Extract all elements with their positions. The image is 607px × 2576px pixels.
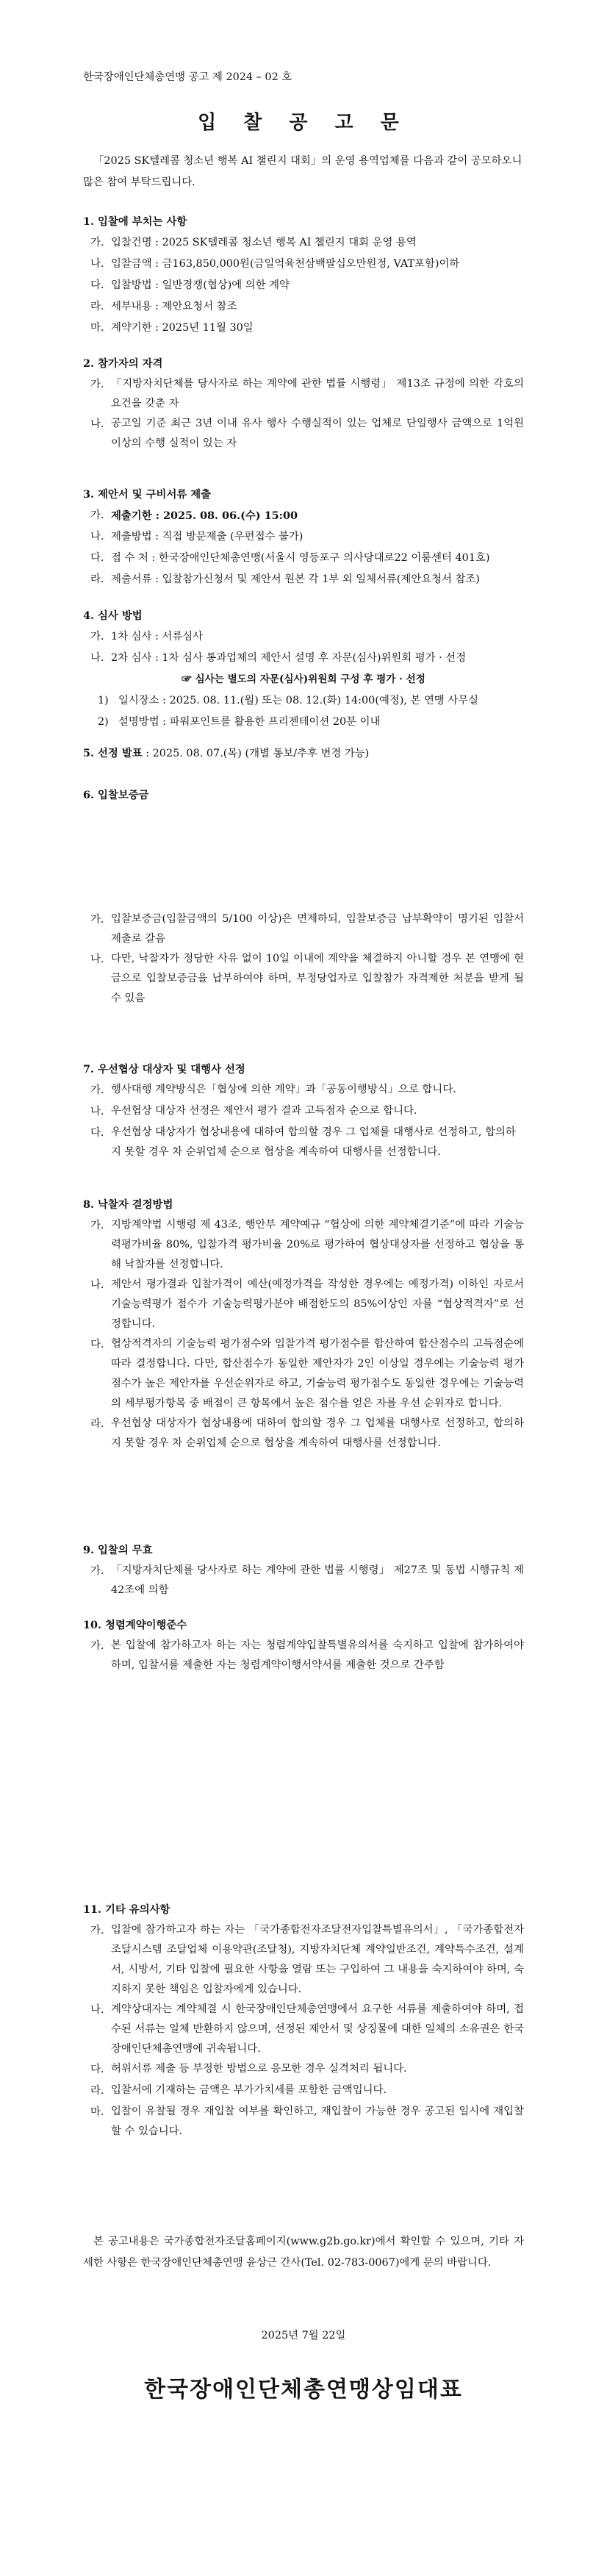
item-text: 협상적격자의 기술능력 평가점수와 입찰가격 평가점수를 합산하여 합산점수의 고득점순에 따라 결정합니다. 다만, 합산점수가 동일한 제안자가 2인 이상일 경우에는 기술능력 평가점수가 높은 제안자를 우선순위자로 하고, 기술능력 평가점수도 동일한 경우에는 기술능력의 세부평가항목 중 배점이 큰 항목에서 높은 점수를 얻은 자를 우선 순위자로 합니다. bbox=[111, 1338, 524, 1409]
item-text: 제출방법 : 직접 방문제출 (우편접수 불가) bbox=[111, 531, 304, 543]
item-text: 제안서 평가결과 입찰가격이 예산(예정가격을 작성한 경우에는 예정가격) 이하인 자로서 기술능력평가 점수가 기술능력평가분야 배점한도의 85%이상인 자를 “협상적격자”로 선정합니다. bbox=[111, 1278, 524, 1330]
item-text: 제출기한 : 2025. 08. 06.(수) 15:00 bbox=[111, 509, 298, 522]
item-text: 입찰이 유찰될 경우 재입찰 여부를 확인하고, 재입찰이 가능한 경우 공고된 일시에 재입찰 할 수 있습니다. bbox=[111, 2105, 524, 2137]
item-text: 다만, 낙찰자가 정당한 사유 없이 10일 이내에 계약을 체결하지 아니할 경우 본 연맹에 현금으로 입찰보증금을 납부하여야 하며, 부정당업자로 입찰참가 자격제한 처분을 받게 될 수 있음 bbox=[111, 953, 524, 1004]
item-text: 제출서류 : 입찰참가신청서 및 제안서 원본 각 1부 외 일체서류(제안요청서 참조) bbox=[111, 573, 480, 585]
item-label: 라. bbox=[90, 301, 104, 312]
item-label: 다. bbox=[90, 279, 104, 291]
item-text: 우선협상 대상자가 협상내용에 대하여 합의할 경우 그 업체를 대행사로 선정하고, 합의하지 못할 경우 차 순위업체 순으로 협상을 계속하여 대행사를 선정합니다. bbox=[111, 1126, 516, 1158]
item-label: 가. bbox=[90, 1220, 104, 1231]
page-title: 입 찰 공 고 문 bbox=[198, 112, 409, 134]
section-review bbox=[83, 605, 524, 733]
sub-text: 일시장소 : 2025. 08. 11.(월) 또는 08. 12.(화) 14:00(예정), 본 연맹 사무실 bbox=[118, 695, 479, 706]
item-label: 마. bbox=[90, 2106, 104, 2118]
section-award-method bbox=[83, 1194, 524, 1453]
item-text: 입찰방법 : 일반경쟁(협상)에 의한 계약 bbox=[111, 279, 290, 291]
item-text: 세부내용 : 제안요청서 참조 bbox=[111, 301, 237, 312]
item-label: 가. bbox=[90, 631, 104, 643]
item-label: 나. bbox=[90, 1279, 104, 1291]
item-text: 입찰에 참가하고자 하는 자는 「국가종합전자조달전자입찰특별유의서」, 「국가종합전자조달시스템 조달업체 이용약관(조달청), 지방자치단체 계약일반조건, 계약특수조건, 설계서, 시방서, 기타 입찰에 필요한 사항을 열람 또는 구입하여 그 내용을 숙지하여야 하며, 숙지하지 못한 책임은 입찰자에게 있습니다. bbox=[111, 1924, 524, 1995]
closing-paragraph: 본 공고내용은 국가종합전자조달홈페이지(www.g2b.go.kr)에서 확인할 수 있으며, 기타 자세한 사항은 한국장애인단체총연맹 윤상근 간사(Tel. 02-783-0067)에게 문의 바랍니다. bbox=[83, 2236, 524, 2269]
section-announcement bbox=[83, 743, 524, 764]
item-label: 다. bbox=[90, 2064, 104, 2075]
section-heading: 3. 제안서 및 구비서류 제출 bbox=[83, 488, 212, 501]
intro-paragraph: 「2025 SK텔레콤 청소년 행복 AI 챌린지 대회」의 운영 용역업체를 다음과 같이 공모하오니 많은 참여 부탁드립니다. bbox=[83, 155, 522, 188]
section-heading: 11. 기타 유의사항 bbox=[83, 1903, 170, 1916]
review-note: ☞ 심사는 별도의 자문(심사)위원회 구성 후 평가 · 선정 bbox=[182, 673, 425, 685]
section-submission bbox=[83, 484, 524, 590]
item-text: 입찰서에 기재하는 금액은 부가가치세를 포함한 금액입니다. bbox=[111, 2084, 387, 2096]
item-text: 계약기한 : 2025년 11월 30일 bbox=[111, 322, 254, 334]
section-heading: 9. 입찰의 무효 bbox=[83, 1544, 153, 1556]
section-eligibility bbox=[83, 353, 524, 454]
section-heading: 4. 심사 방법 bbox=[83, 609, 143, 622]
item-label: 나. bbox=[90, 258, 104, 270]
item-label: 가. bbox=[90, 914, 104, 926]
item-label: 라. bbox=[90, 573, 104, 585]
item-text: 본 입찰에 참가하고자 하는 자는 청렴계약입찰특별유의서를 숙지하고 입찰에 참가하여야 하며, 입찰서를 제출한 자는 청렴계약이행서약서를 제출한 것으로 간주함 bbox=[111, 1639, 524, 1671]
item-text: 우선협상 대상자 선정은 제안서 평가 결과 고득점자 순으로 합니다. bbox=[111, 1105, 417, 1117]
item-label: 나. bbox=[90, 1106, 104, 1117]
section-heading: 7. 우선협상 대상자 및 대행사 선정 bbox=[83, 1063, 245, 1076]
item-text: 「지방자치단체를 당사자로 하는 계약에 관한 법률 시행령」 제13조 규정에 의한 각호의 요건을 갖춘 자 bbox=[111, 378, 524, 409]
section-bid-bond-items bbox=[83, 909, 524, 1009]
section-bid-bond bbox=[83, 784, 524, 806]
item-label: 다. bbox=[90, 1339, 104, 1350]
section-invalid-bids bbox=[83, 1539, 524, 1600]
item-label: 가. bbox=[90, 1640, 104, 1652]
item-label: 나. bbox=[90, 2004, 104, 2016]
item-text: 「지방자치단체를 당사자로 하는 계약에 관한 법률 시행령」 제27조 및 동법 시행규칙 제42조에 의함 bbox=[111, 1564, 524, 1596]
section-heading: 8. 낙찰자 결정방법 bbox=[83, 1198, 173, 1211]
section-bid-items bbox=[83, 211, 524, 339]
item-text: 공고일 기준 최근 3년 이내 유사 행사 수행실적이 있는 업체로 단일행사 금액으로 1억원 이상의 수행 실적이 있는 자 bbox=[111, 418, 524, 449]
section-priority-negotiation bbox=[83, 1059, 524, 1162]
document-number: 한국장애인단체총연맹 공고 제 2024 – 02 호 bbox=[83, 71, 292, 83]
item-text: 입찰금액 : 금163,850,000원(금일억육천삼백팔십오만원정, VAT포함)이하 bbox=[111, 258, 460, 270]
item-label: 다. bbox=[90, 552, 104, 564]
item-text: 지방계약법 시행령 제 43조, 행안부 계약예규 “협상에 의한 계약체결기준”에 따라 기술능력평가비율 80%, 입찰가격 평가비율 20%로 평가하여 협상대상자를 선정하고 협상을 통해 낙찰자를 선정합니다. bbox=[111, 1219, 524, 1270]
item-text: 1차 심사 : 서류심사 bbox=[111, 631, 204, 643]
item-label: 다. bbox=[90, 1127, 104, 1139]
item-text: 2차 심사 : 1차 심사 통과업체의 제안서 설명 후 자문(심사)위원회 평가 · 선정 bbox=[111, 652, 467, 664]
item-text: 계약상대자는 계약체결 시 한국장애인단체총연맹에서 요구한 서류를 제출하여야 하며, 접수된 서류는 일체 반환하지 않으며, 선정된 제안서 및 상징물에 대한 일체의 소유권은 한국장애인단체총연맹에 귀속됩니다. bbox=[111, 2003, 524, 2055]
announcement-date: : 2025. 08. 07.(목) (개별 통보/추후 변경 가능) bbox=[142, 748, 370, 759]
item-text: 입찰건명 : 2025 SK텔레콤 청소년 행복 AI 챌린지 대회 운영 용역 bbox=[111, 237, 417, 248]
section-other-notes bbox=[83, 1899, 524, 2142]
item-label: 나. bbox=[90, 954, 104, 965]
section-heading: 2. 참가자의 자격 bbox=[83, 357, 163, 370]
item-label: 가. bbox=[90, 1084, 104, 1096]
section-heading: 5. 선정 발표 bbox=[83, 747, 143, 759]
sub-label: 1) bbox=[98, 695, 109, 706]
notice-date: 2025년 7월 22일 bbox=[261, 2330, 346, 2341]
sub-label: 2) bbox=[98, 716, 109, 728]
item-label: 나. bbox=[90, 531, 104, 543]
sub-text: 설명방법 : 파워포인트를 활용한 프리젠테이션 20분 이내 bbox=[118, 716, 381, 728]
item-label: 나. bbox=[90, 652, 104, 664]
item-label: 라. bbox=[90, 1418, 104, 1430]
item-text: 허위서류 제출 등 부정한 방법으로 응모한 경우 실격처리 됩니다. bbox=[111, 2063, 407, 2075]
item-text: 접 수 처 : 한국장애인단체총연맹(서울시 영등포구 의사당대로22 이룸센터 401호) bbox=[111, 552, 490, 564]
item-text: 행사대행 계약방식은「협상에 의한 계약」과「공동이행방식」으로 합니다. bbox=[111, 1084, 456, 1095]
item-label: 가. bbox=[90, 379, 104, 390]
item-label: 가. bbox=[90, 237, 104, 248]
section-integrity-pledge bbox=[83, 1614, 524, 1675]
item-label: 가. bbox=[90, 1565, 104, 1577]
item-text: 우선협상 대상자가 협상내용에 대하여 합의할 경우 그 업체를 대행사로 선정하고, 합의하지 못할 경우 차 순위업체 순으로 협상을 계속하여 대행사를 선정합니다. bbox=[111, 1417, 524, 1449]
item-text: 입찰보증금(입찰금액의 5/100 이상)은 면제하되, 입찰보증금 납부확약이 명기된 입찰서 제출로 갈음 bbox=[111, 913, 524, 945]
item-label: 라. bbox=[90, 2085, 104, 2097]
section-heading: 1. 입찰에 부치는 사항 bbox=[83, 215, 187, 228]
item-label: 마. bbox=[90, 322, 104, 334]
item-label: 나. bbox=[90, 418, 104, 430]
section-heading: 6. 입찰보증금 bbox=[83, 789, 149, 801]
signer-name: 한국장애인단체총연맹상임대표 bbox=[144, 2377, 463, 2403]
item-label: 가. bbox=[90, 1925, 104, 1936]
item-label: 가. bbox=[90, 509, 104, 521]
section-heading: 10. 청렴계약이행준수 bbox=[83, 1619, 187, 1631]
